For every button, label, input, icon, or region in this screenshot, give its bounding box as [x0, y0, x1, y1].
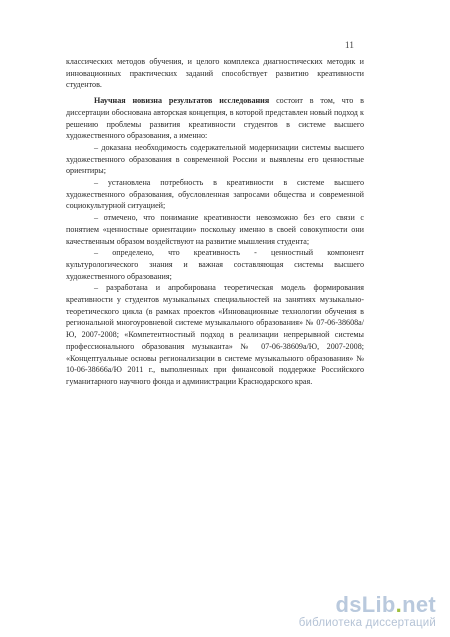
list-item-model: – разработана и апробирована теоретическая модель формирования креативности у студентов музыкальных специальностей на занятиях музыкально-теоретического цикла (в рамках проектов «Инновационные технологии обучения в региональной многоуровневой системе музыкального образования» № 07-06-38608а/Ю, 2007-2008; «Компетентностный подход в реализации непрерывной системы профессионального образования музыканта» № 07-06-38609а/Ю, 2007-2008; «Концептуальные основы регионализации в системе музыкального образования» № 10-06-38666а/Ю 2011 г., выполненных при финансовой поддержке Российского гуманитарного научного фонда и администрации Краснодарского края. [66, 283, 364, 386]
novelty-heading: Научная новизна результатов исследования [94, 96, 270, 106]
list-item-value-orientations: – отмечено, что понимание креативности невозможно без его связи с понятием «ценностные ориентации» поскольку именно в своей совокупности они качественным образом воздействуют на развитие мышления студента; [66, 213, 364, 246]
list-item-definition: – определено, что креативность - ценностный компонент культурологического знания и важная составляющая системы высшего художественного образования; [66, 248, 364, 281]
page-number: 11 [344, 41, 354, 51]
dslib-watermark [299, 593, 436, 629]
novelty-text: состоит в том, что в диссертации обоснована авторская концепция, в которой представлен новый подход к решению проблемы развития креативности студентов в системе высшего художественного образования, а именно: [66, 96, 364, 141]
document-body [66, 56, 364, 388]
list-item-modernization: – доказана необходимость содержательной модернизации системы высшего художественного образования в современной России и выявлены его ценностные ориентиры; [66, 142, 364, 176]
watermark-logo: dsLib.net [335, 592, 436, 617]
paragraph-methods: классических методов обучения, и целого комплекса диагностических методик и инновационных практических заданий способствует развитию креативности студентов. [66, 57, 364, 90]
watermark-caption: библиотека диссертаций [298, 617, 436, 629]
list-item-creativity-need: – установлена потребность в креативности в системе высшего художественного образования, обусловленная запросами общества и современной социокультурной ситуацией; [66, 178, 364, 211]
paragraph-novelty [66, 95, 364, 142]
